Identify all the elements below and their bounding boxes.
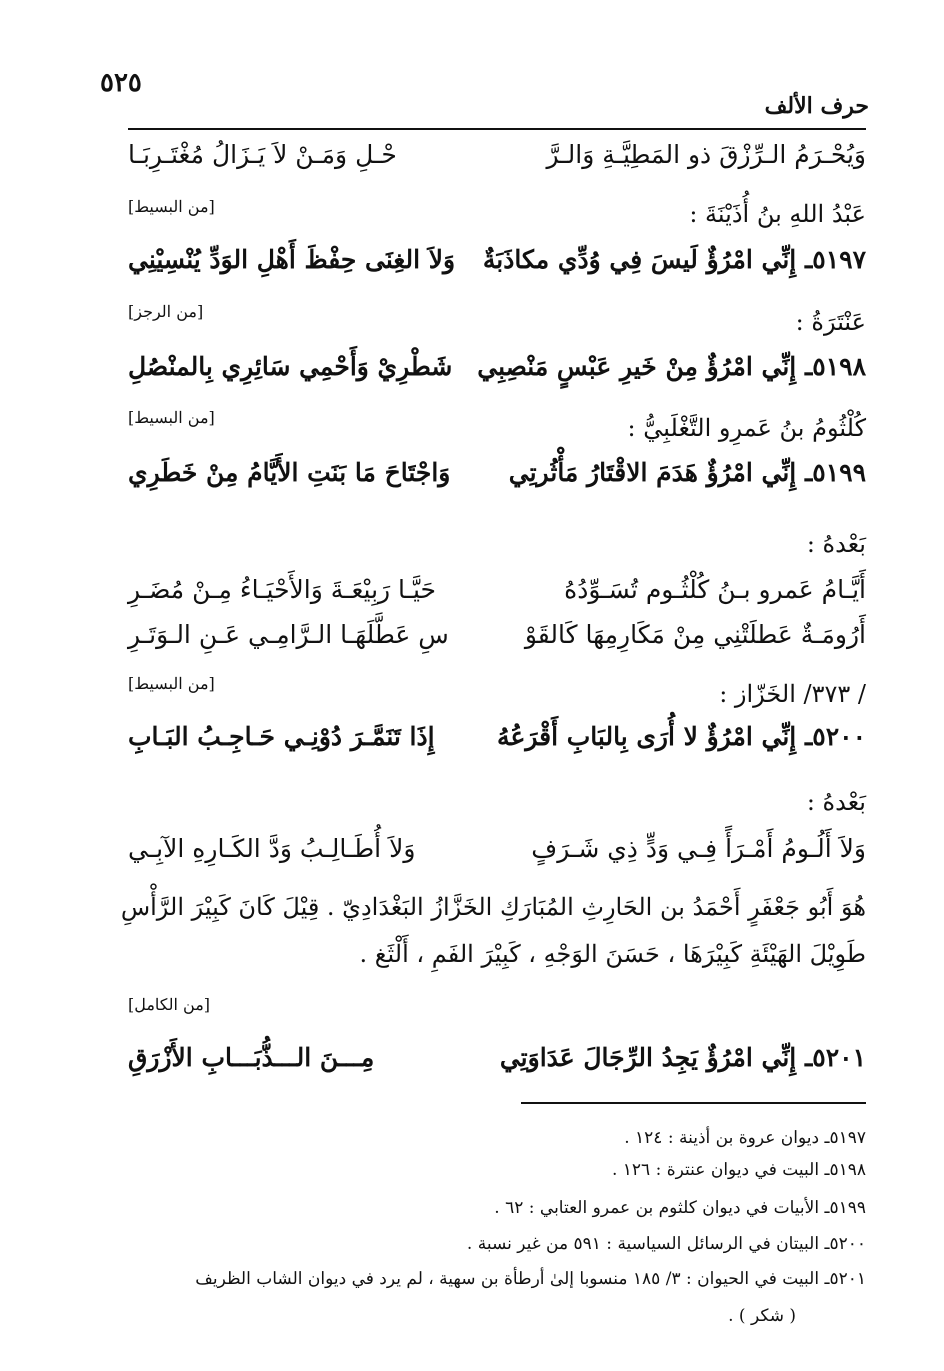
verse-hemistich-right: ٥٢٠٠ـ إِنِّي امْرُؤٌ لا أُرَى بِالبَابِ أَقْرَعُهُ (497, 722, 866, 751)
footnote: ٥١٩٧ـ ديوان عروة بن أذينة : ١٢٤ . (624, 1128, 866, 1148)
verse-line (128, 722, 866, 762)
poet-name: بَعْدهُ : (806, 788, 866, 816)
page-number: ٥٢٥ (100, 68, 142, 98)
verse-hemistich-right: ٥١٩٩ـ إِنِّي امْرُؤٌ هَدَمَ الاقْتَارُ مَأْثُرتِي (508, 458, 866, 487)
meter-label: [من البسيط] (128, 674, 215, 693)
verse-line (128, 352, 866, 392)
poet-name: / ٣٧٣/ الخَزّاز : (719, 680, 866, 708)
verse-line (128, 620, 866, 660)
verse-hemistich-left: وَلاَ الغِنَى حِفْظَ أَهْلِ الوَدِّ يُنْسِيْنِي (128, 245, 456, 274)
poet-name: عَبْدُ اللهِ بنُ أُذَيْنَةَ : (689, 200, 866, 228)
prose-text: طَوِيْلَ الهَيْئَةِ كَبِيْرَهَا ، حَسَنَ الوَجْهِ ، كَبِيْرَ الفَمِ ، أَلْثَغ . (359, 940, 866, 968)
verse-hemistich-right: أَيَّـامُ عَمرو بـنُ كُلْثُـوم تُسَـوِّدُهُ (564, 575, 866, 604)
verse-line (128, 1043, 866, 1083)
verse-hemistich-left: شَطْرِيْ وَأَحْمِي سَائِرِي بِالمنْصُلِ (128, 352, 453, 381)
verse-hemistich-right: وَلاَ أَلُـومُ أَمْـرَأً فِـي وَدٍّ ذِي شَـرَفٍ (531, 834, 866, 863)
prose-text: هُوَ أَبُو جَعْفَرٍ أَحْمَدُ بن الحَارِثِ المُبَارَكِ الخَزَّازُ البَغْدَادِيّ . قِيْلَ كَانَ كَبِيْرَ الرَّأْسِ (120, 893, 866, 921)
poet-name: عَنْتَرَةُ : (795, 308, 866, 336)
verse-hemistich-right: ٥١٩٨ـ إِنِّي امْرُؤٌ مِنْ خَيرِ عَبْسٍ مَنْصِبِي (477, 352, 866, 381)
meter-label: [من الرجز] (128, 302, 204, 321)
verse-hemistich-right: أَرُومَـةٌ عَطلَتْنِي مِنْ مَكَارِمِهَا كَالقَوْ (524, 620, 866, 649)
section-title: حرف الألف (764, 93, 869, 119)
footnote: ٥١٩٨ـ البيت في ديوان عنترة : ١٢٦ . (611, 1160, 866, 1180)
verse-line (128, 575, 866, 615)
verse-line (128, 140, 866, 180)
verse-hemistich-right: ٥١٩٧ـ إِنِّي امْرُؤٌ لَيسَ فِي وُدِّي مكاذَبَةٌ (482, 245, 866, 274)
header-rule (128, 128, 866, 130)
verse-line (128, 245, 866, 285)
verse-hemistich-left: سِ عَطَّلَهَـا الـرَّامِـي عَـنِ الـوَتَـرِ (128, 620, 449, 649)
verse-hemistich-right: وَيُحْـرَمُ الـرِّزْقَ ذو المَطِيَّـةِ وَالـرَّ (546, 140, 866, 169)
meter-label: [من الكامل] (128, 995, 211, 1014)
footnote-continuation: ( شكر ) . (728, 1306, 796, 1326)
poet-name: بَعْدهُ : (806, 530, 866, 558)
verse-hemistich-left: مِـــنَ الـــذُّبَـــابِ الأَزْرَقِ (128, 1043, 375, 1072)
footnote-rule (521, 1102, 866, 1104)
footnote: ٥٢٠٠ـ البيتان في الرسائل السياسية : ٥٩١ من غير نسبة . (466, 1234, 866, 1254)
verse-hemistich-left: وَاجْتَاحَ مَا بَنَتِ الأَيَّامُ مِنْ خَطَرِي (128, 458, 451, 487)
verse-hemistich-left: وَلاَ أُطَـالِـبُ وَدَّ الكَـارِهِ الآبِـي (128, 834, 416, 863)
verse-hemistich-left: حَيَّـا رَبِيْعَـةَ وَالأَحْيَـاءُ مِـنْ مُضَـرِ (128, 575, 436, 604)
meter-label: [من البسيط] (128, 197, 215, 216)
verse-hemistich-left: إِذَا تَنَمَّـرَ دُوْنِـي حَـاجِـبُ البَـابِ (128, 722, 435, 751)
footnote: ٥١٩٩ـ الأبيات في ديوان كلثوم بن عمرو العتابي : ٦٢ . (494, 1198, 866, 1218)
footnote: ٥٢٠١ـ البيت في الحيوان : ٣/ ١٨٥ منسوبا إلىٰ أرطأة بن سهية ، لم يرد في ديوان الشاب الظريف (195, 1269, 866, 1289)
verse-hemistich-right: ٥٢٠١ـ إِنِّي امْرُؤٌ يَجِدُ الرِّجَالَ عَدَاوَتِي (499, 1043, 866, 1072)
poet-name: كُلْثُومُ بنُ عَمرِو التَّغْلَبِيُّ : (627, 414, 866, 442)
verse-line (128, 458, 866, 498)
meter-label: [من البسيط] (128, 408, 215, 427)
verse-hemistich-left: حْـلِ وَمَـنْ لاَ يَـزَالُ مُغْتَـرِبَـا (128, 140, 397, 169)
verse-line (128, 834, 866, 874)
